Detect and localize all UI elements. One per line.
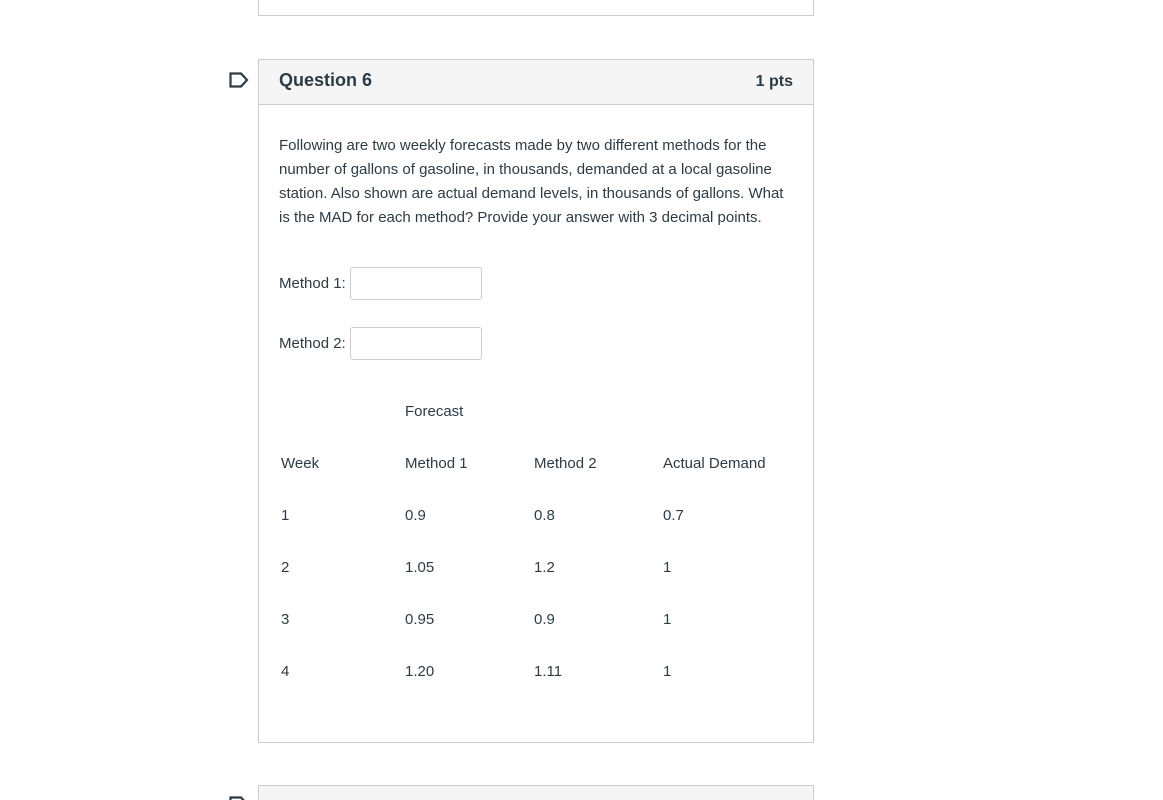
table-header-actual-demand: Actual Demand: [663, 455, 766, 472]
answer-row-method-2: [279, 327, 482, 360]
table-cell: 0.9: [405, 507, 426, 524]
next-question-card: [258, 785, 814, 800]
question-points: 1 pts: [755, 73, 793, 90]
question-text: Following are two weekly forecasts made by two different methods for the number of gallons of gasoline, in thousands, demanded at a local gasoline station. Also shown are actual demand levels, in thousands of gallons. What is the MAD for each method? Provide your answer with 3 decimal points.: [279, 137, 784, 226]
table-cell: 0.95: [405, 611, 435, 628]
answer-row-method-1: [279, 267, 482, 300]
table-cell: 2: [281, 559, 290, 576]
table-cell: 1.2: [534, 559, 555, 576]
table-header-method-1: Method 1: [405, 455, 468, 472]
flag-outline-icon: [229, 796, 249, 800]
answer-label-method-1: Method 1:: [279, 275, 346, 292]
next-flag-question-icon[interactable]: [229, 796, 249, 800]
table-cell: 3: [281, 611, 290, 628]
question-card: [258, 59, 814, 743]
table-cell: 4: [281, 663, 290, 680]
table-cell: 1: [663, 559, 672, 576]
table-cell: 1.20: [405, 663, 435, 680]
table-cell: 1: [663, 663, 672, 680]
flag-outline-icon: [229, 72, 249, 88]
table-cell: 0.9: [534, 611, 555, 628]
flag-question-icon[interactable]: [229, 72, 249, 88]
table-cell: 1.11: [534, 663, 563, 680]
table-header-method-2: Method 2: [534, 455, 597, 472]
question-title: Question 6: [279, 70, 373, 90]
previous-question-card: [258, 0, 814, 16]
table-header-week: Week: [281, 455, 320, 472]
method-2-input[interactable]: [350, 327, 482, 360]
table-cell: 1: [663, 611, 672, 628]
method-1-input[interactable]: [350, 267, 482, 300]
table-cell: 0.7: [663, 507, 684, 524]
table-group-header: Forecast: [405, 403, 464, 420]
table-cell: 1.05: [405, 559, 435, 576]
table-cell: 1: [281, 507, 290, 524]
table-cell: 0.8: [534, 507, 555, 524]
answer-label-method-2: Method 2:: [279, 335, 346, 352]
question-header: [259, 60, 813, 105]
